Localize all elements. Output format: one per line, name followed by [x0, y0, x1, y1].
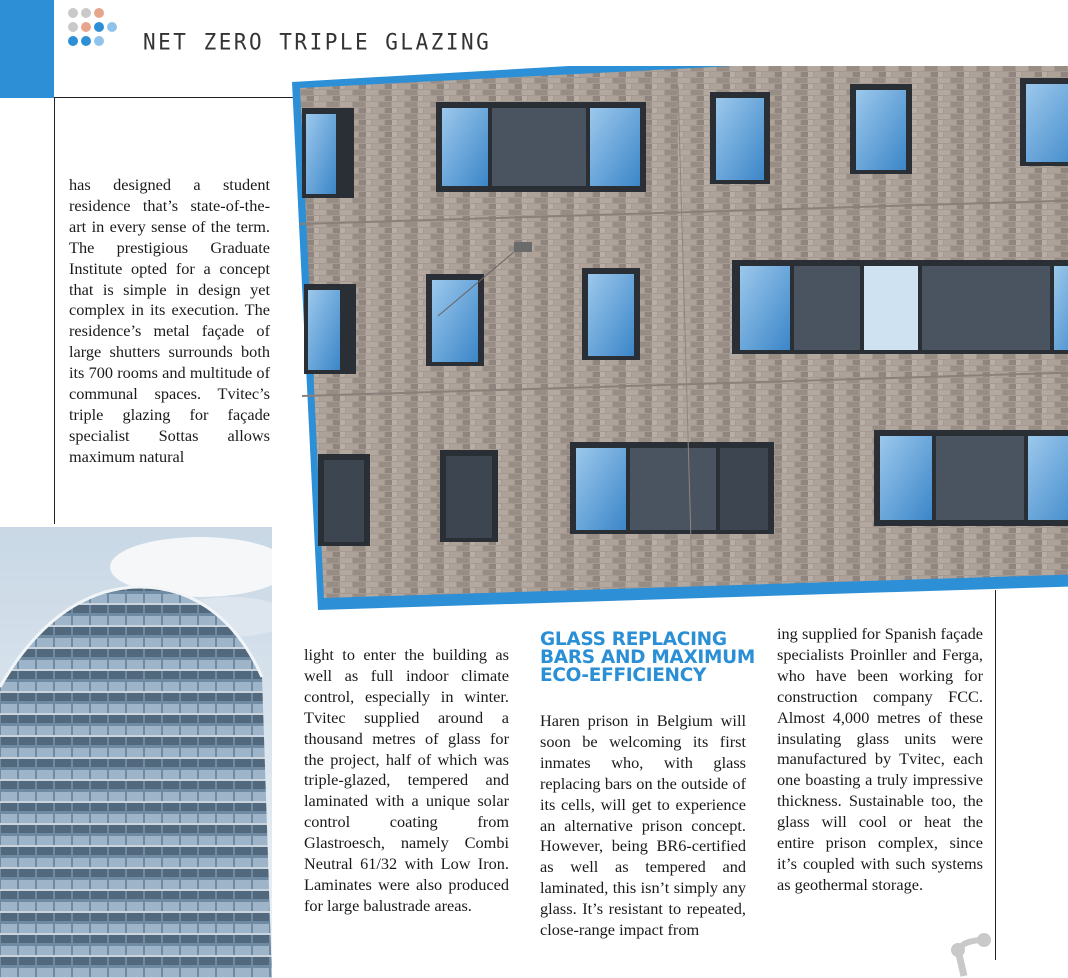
glass-tower-photo	[0, 527, 272, 978]
end-of-article-icon	[946, 930, 996, 978]
dot-chevron-logo-icon	[68, 6, 122, 50]
body-column-1: has designed a student residence that’s state-of-the-art in every sense of the term. The prestigious Graduate Institute opted for a concept that is simple in design yet complex in its execution. The residence’s metal façade of large shutters surrounds both its 700 rooms and multitude of communal spaces. Tvitec’s triple glazing for façade specialist Sottas allows maximum natural	[69, 175, 270, 466]
body-column-4: ing supplied for Spanish façade specialists Proinller and Ferga, who have been working for construction company FCC. Almost 4,000 metres of these insulating glass units were manufactured by Tvitec, each one boasting a truly impressive thickness. Sustainable too, the glass will cool or heat the entire prison complex, since it’s coupled with such systems as geothermal storage.	[777, 624, 983, 894]
header-divider	[54, 97, 324, 98]
column-divider-right	[995, 590, 996, 960]
body-column-2: light to enter the building as well as full indoor climate control, especially in winter. Tvitec supplied around a thousand metres of glass for the project, half of which was triple-glazed, tempered and laminated with a unique solar control coating from Glastroesch, namely Combi Neutral 61/32 with Low Iron. Laminates were also produced for large balustrade areas.	[304, 645, 509, 915]
header-accent-tab	[0, 0, 54, 98]
brick-facade-windows-photo	[288, 66, 1068, 626]
column-divider-left	[54, 98, 55, 524]
body-column-3: Haren prison in Belgium will soon be welcoming its first inmates who, with glass replacing bars on the outside of its cells, will get to experience an alternative prison concept. However, being BR6-certified as well as tempered and laminated, this isn’t simply any glass. It’s resistant to repeated, close-range impact from	[540, 711, 746, 940]
section-heading: GLASS REPLACING BARS AND MAXIMUM ECO-EFFICIENCY	[540, 629, 755, 686]
page-section-title: NET ZERO TRIPLE GLAZING	[143, 29, 492, 55]
